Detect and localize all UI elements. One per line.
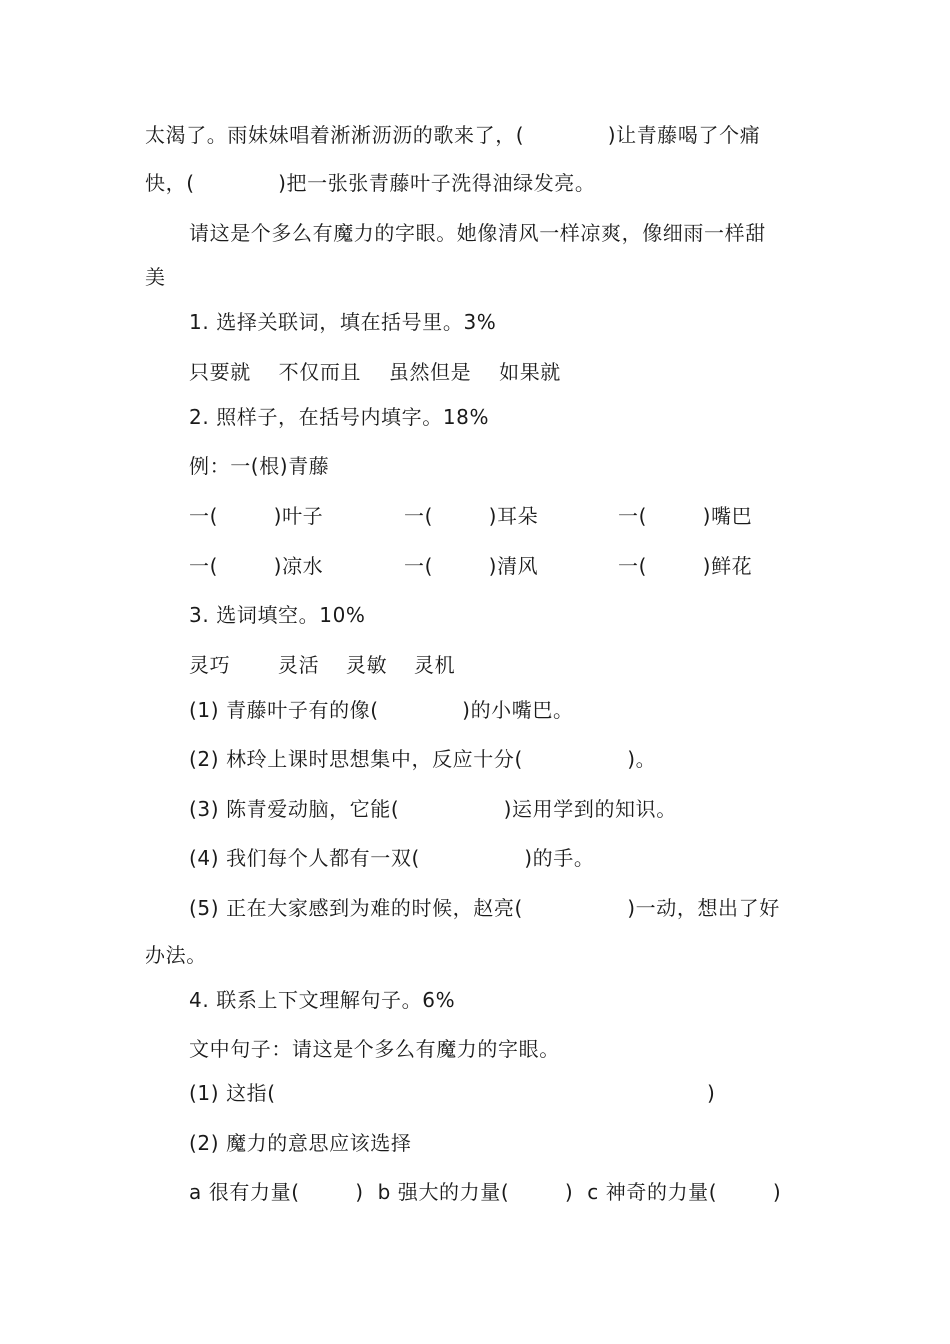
question-3-item-5-cont: 办法。 [145,943,207,967]
question-4-title: 4. 联系上下文理解句子。6% [189,988,456,1012]
fill-item: 一( )嘴巴 [618,504,753,528]
question-1-title: 1. 选择关联词，填在括号里。3% [189,310,497,334]
question-4-choices: a 很有力量( ) b 强大的力量( ) c 神奇的力量( ) [189,1180,782,1204]
question-1-options: 只要就 不仅而且 虽然但是 如果就 [189,360,561,384]
passage-line-4: 美 [145,265,166,289]
word-option: 灵巧 [189,653,231,677]
word-option: 灵机 [414,653,456,677]
question-4-sub-2: (2) 魔力的意思应该选择 [189,1131,412,1155]
word-option: 灵敏 [346,653,388,677]
word-option: 灵活 [278,653,320,677]
fill-item: 一( )鲜花 [618,554,753,578]
fill-item: 一( )清风 [404,554,539,578]
question-3-item-2: (2) 林玲上课时思想集中，反应十分( )。 [189,747,657,771]
question-3-item-5: (5) 正在大家感到为难的时候，赵亮( )一动，想出了好 [189,896,780,920]
question-2-title: 2. 照样子，在括号内填字。18% [189,405,490,429]
passage-line-2: 快，( )把一张张青藤叶子洗得油绿发亮。 [145,171,596,195]
question-3-item-3: (3) 陈青爱动脑，它能( )运用学到的知识。 [189,797,677,821]
question-2-example: 例：一(根)青藤 [189,454,330,478]
question-4-sentence: 文中句子：请这是个多么有魔力的字眼。 [189,1037,560,1061]
fill-item: 一( )凉水 [189,554,324,578]
fill-item: 一( )耳朵 [404,504,539,528]
question-4-sub-1: (1) 这指( ) [189,1081,716,1105]
question-3-item-1: (1) 青藤叶子有的像( )的小嘴巴。 [189,698,574,722]
passage-line-1: 太渴了。雨妹妹唱着淅淅沥沥的歌来了，( )让青藤喝了个痛 [145,123,761,147]
question-3-item-4: (4) 我们每个人都有一双( )的手。 [189,846,595,870]
question-3-title: 3. 选词填空。10% [189,603,366,627]
passage-line-3: 请这是个多么有魔力的字眼。她像清风一样凉爽，像细雨一样甜 [189,221,766,245]
fill-item: 一( )叶子 [189,504,324,528]
